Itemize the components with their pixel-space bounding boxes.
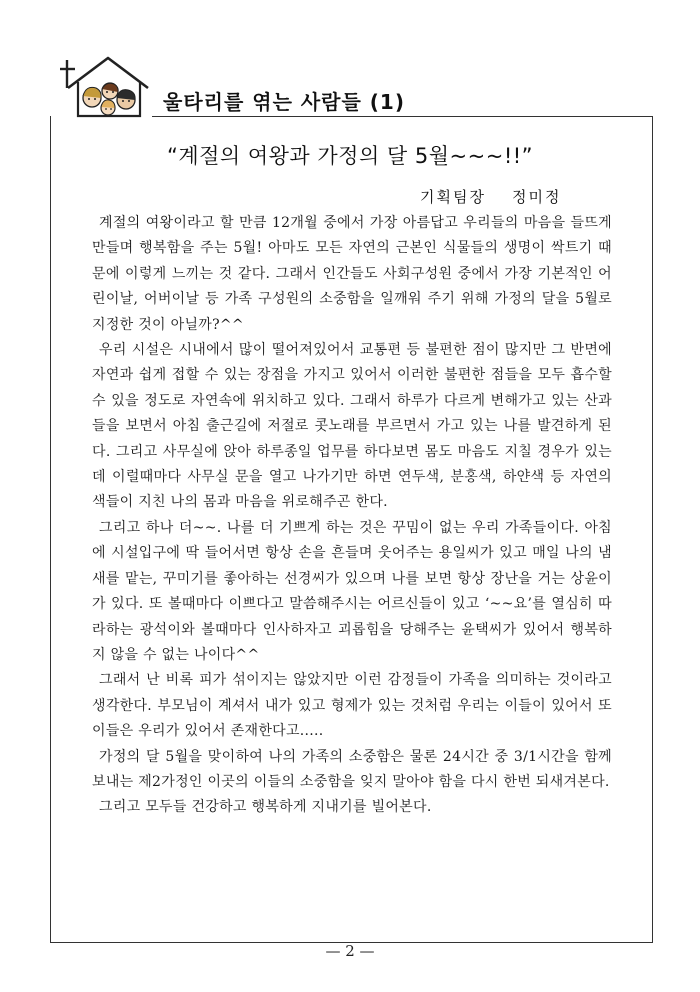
author-line xyxy=(420,186,561,207)
page-number: — 2 — xyxy=(325,942,375,960)
house-family-icon xyxy=(56,54,156,120)
header-rule xyxy=(152,116,652,117)
paragraph: 그래서 난 비록 피가 섞이지는 않았지만 이런 감정들이 가족을 의미하는 것이라고 생각한다. 부모님이 계셔서 내가 있고 형제가 있는 것처럼 우리는 이들이 있어서 또 이들은 우리가 있어서 존재한다고..... xyxy=(92,672,612,740)
author-name: 정미정 xyxy=(511,188,562,206)
series-title: 울타리를 엮는 사람들 (1) xyxy=(163,90,405,114)
article-body xyxy=(92,211,612,821)
paragraph: 가정의 달 5월을 맞이하여 나의 가족의 소중함은 물론 24시간 중 3/1시간을 함께 보내는 제2가정인 이곳의 이들의 소중함을 잊지 말아야 함을 다시 한번 되새겨본다. xyxy=(92,748,612,790)
paragraph: 계절의 여왕이라고 할 만큼 12개월 중에서 가장 아름답고 우리들의 마음을 들뜨게 만들며 행복함을 주는 5월! 아마도 모든 자연의 근본인 식물들의 생명이 싹트기 때문에 이렇게 느끼는 것 같다. 그래서 인간들도 사회구성원 중에서 가장 기본적인 어린이날, 어버이날 등 가족 구성원의 소중함을 일깨워 주기 위해 가정의 달을 5월로 지정한 것이 아닐까?^^ xyxy=(92,215,612,333)
paragraph: 그리고 하나 더~~. 나를 더 기쁘게 하는 것은 꾸밈이 없는 우리 가족들이다. 아침에 시설입구에 딱 들어서면 항상 손을 흔들며 웃어주는 용일씨가 있고 매일 나의 냄새를 맡는, 꾸미기를 좋아하는 선경씨가 있으며 나를 보면 항상 장난을 거는 상윤이가 있다. 또 볼때마다 이쁘다고 말씀해주시는 어르신들이 있고 ‘~~요’를 열심히 따라하는 광석이와 볼때마다 인사하자고 괴롭힘을 당해주는 윤택씨가 있어서 행복하지 않을 수 없는 나이다^^ xyxy=(92,519,612,663)
author-role: 기획팀장 xyxy=(420,188,486,206)
article-title: “계절의 여왕과 가정의 달 5월~~~!!” xyxy=(166,144,534,168)
paragraph: 우리 시설은 시내에서 많이 떨어져있어서 교통편 등 불편한 점이 많지만 그 반면에 자연과 쉽게 접할 수 있는 장점을 가지고 있어서 이러한 불편한 점들을 모두 흡수할 수 있을 정도로 자연속에 위치하고 있다. 그래서 하루가 다르게 변해가고 있는 산과 들을 보면서 아침 출근길에 저절로 콧노래를 부르면서 가고 있는 나를 발견하게 된다. 그리고 사무실에 앉아 하루종일 업무를 하다보면 몸도 마음도 지칠 경우가 있는데 이럴때마다 사무실 문을 열고 나가기만 하면 연두색, 분홍색, 하얀색 등 자연의 색들이 지친 나의 몸과 마음을 위로해주곤 한다. xyxy=(92,342,612,511)
paragraph: 그리고 모두들 건강하고 행복하게 지내기를 빌어본다. xyxy=(99,799,432,816)
